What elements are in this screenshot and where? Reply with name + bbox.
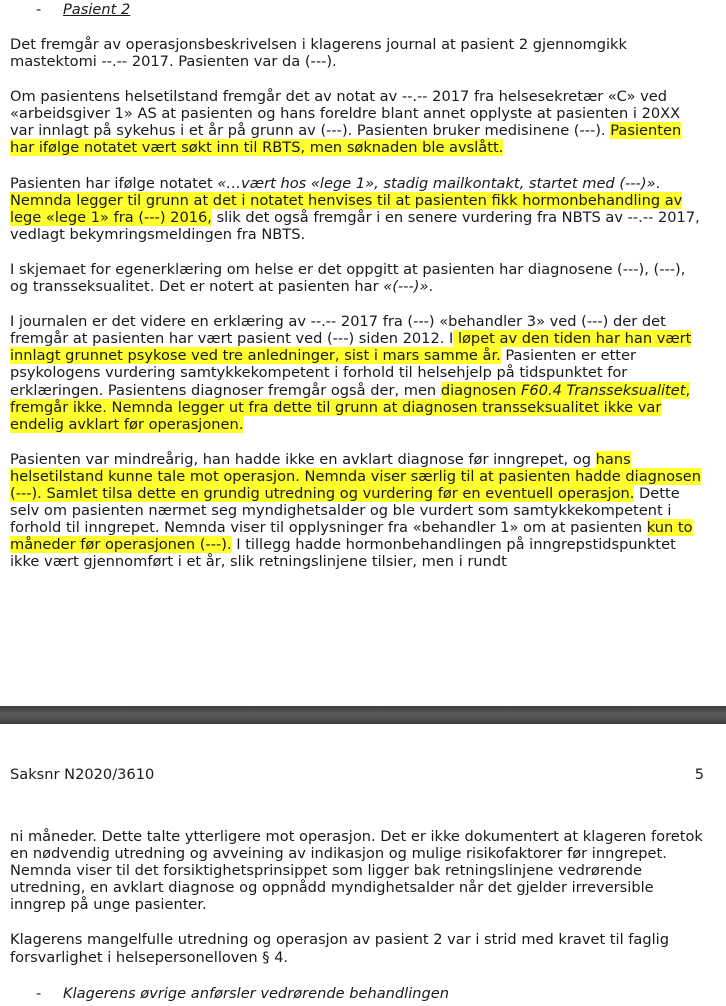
- highlighted-text: hans helsetilstand kunne tale mot operasjon. Nemnda viser særlig til at pasienten hadde diagnosen (---). Samlet tilsa dette en grundig utredning og vurdering før en eventuell operasjon.: [10, 450, 701, 502]
- page-separator: [0, 706, 726, 724]
- bullet-dash: -: [36, 1, 42, 18]
- highlighted-text: løpet av den tiden har han vært innlagt grunnet psykose ved tre anledninger, sist i mars samme år.: [10, 330, 692, 365]
- document-page-top: [10, 0, 726, 706]
- document-page-bottom: [10, 724, 726, 1006]
- section-title: Klagerens øvrige anførsler vedrørende behandlingen: [63, 984, 450, 1002]
- highlighted-text: kun to måneder før operasjonen (---).: [10, 519, 693, 554]
- section-heading-other: [36, 984, 726, 1004]
- section-title: Pasient 2: [63, 1, 131, 18]
- paragraph-4: I skjemaet for egenerklæring om helse er det oppgitt at pasienten har diagnosene (---), (---), og transseksualitet. Det er notert at pasienten har «(---)».: [10, 260, 686, 296]
- section-heading-pasient-2: [36, 0, 726, 20]
- paragraph-2: Om pasientens helsetilstand fremgår det av notat av --.-- 2017 fra helsesekretær «C» ved «arbeidsgiver 1» AS at pasienten og hans foreldre blant annet opplyste at pasienten i 20XX var innlagt på sykehus i et år på grunn av (---). Pasienten bruker medisinene (---). Pasienten har ifølge notatet vært søkt inn til RBTS, men søknaden ble avslått.: [10, 88, 682, 157]
- highlighted-text: diagnosen F60.4 Transseksualitet, fremgår ikke. Nemnda legger ut fra dette til grunn at diagnosen transseksualitet ikke var endelig avklart før operasjonen.: [10, 381, 691, 433]
- paragraph-6: Pasienten var mindreårig, han hadde ikke en avklart diagnose før inngrepet, og hans helsetilstand kunne tale mot operasjon. Nemnda viser særlig til at pasienten hadde diagnosen (---). Samlet tilsa dette en grundig utredning og vurdering før en eventuell operasjon. Dette selv om pasienten nærmet seg myndighetsalder og ble vurdert som samtykkekompetent i forhold til inngrepet. Nemnda viser til opplysninger fra «behandler 1» om at pasienten kun to måneder før operasjonen (---). I tillegg hadde hormonbehandlingen på inngrepstidspunktet ikke vært gjennomført i et år, slik retningslinjene tilsier, men i rundt: [10, 450, 701, 571]
- paragraph-conclusion: Klagerens mangelfulle utredning og operasjon av pasient 2 var i strid med kravet til faglig forsvarlighet i helsepersonelloven § 4.: [10, 931, 669, 966]
- paragraph-5: I journalen er det videre en erklæring av --.-- 2017 fra (---) «behandler 3» ved (---) der det fremgår at pasienten har vært pasient ved (---) siden 2012. I løpet av den tiden har han vært innlagt grunnet psykose ved tre anledninger, sist i mars samme år. Pasienten er etter psykologens vurdering samtykkekompetent i forhold til helsehjelp på tidspunktet for erklæringen. Pasientens diagnoser fremgår også der, men diagnosen F60.4 Transseksualitet, fremgår ikke. Nemnda legger ut fra dette til grunn at diagnosen transseksualitet ikke var endelig avklart før operasjonen.: [10, 313, 692, 433]
- case-number: Saksnr N2020/3610: [10, 766, 155, 783]
- highlighted-text: Pasienten har ifølge notatet vært søkt inn til RBTS, men søknaden ble avslått.: [10, 122, 682, 157]
- bullet-dash: -: [36, 984, 42, 1002]
- paragraph-3: Pasienten har ifølge notatet «…vært hos «lege 1», stadig mailkontakt, startet med (---)». Nemnda legger til grunn at det i notatet henvises til at pasienten fikk hormonbehandling av lege «lege 1» fra (---) 2016, slik det også fremgår i en senere vurdering fra NBTS av --.-- 2017, vedlagt bekymringsmeldingen fra NBTS.: [10, 174, 700, 243]
- paragraph-continuation: ni måneder. Dette talte ytterligere mot operasjon. Det er ikke dokumentert at klageren foretok en nødvendig utredning og avveining av indikasjon og mulige risikofaktorer før inngrepet. Nemnda viser til det forsiktighetsprinsippet som ligger bak retningslinjene vedrørende utredning, en avklart diagnose og oppnådd myndighetsalder når det gjelder irreversible inngrep på unge pasienter.: [10, 828, 703, 914]
- page-number: 5: [694, 766, 704, 783]
- paragraph-1: Det fremgår av operasjonsbeskrivelsen i klagerens journal at pasient 2 gjennomgikk mastektomi --.-- 2017. Pasienten var da (---).: [10, 36, 627, 71]
- highlighted-text: Nemnda legger til grunn at det i notatet henvises til at pasienten fikk hormonbehandling av lege «lege 1» fra (---) 2016,: [10, 191, 683, 226]
